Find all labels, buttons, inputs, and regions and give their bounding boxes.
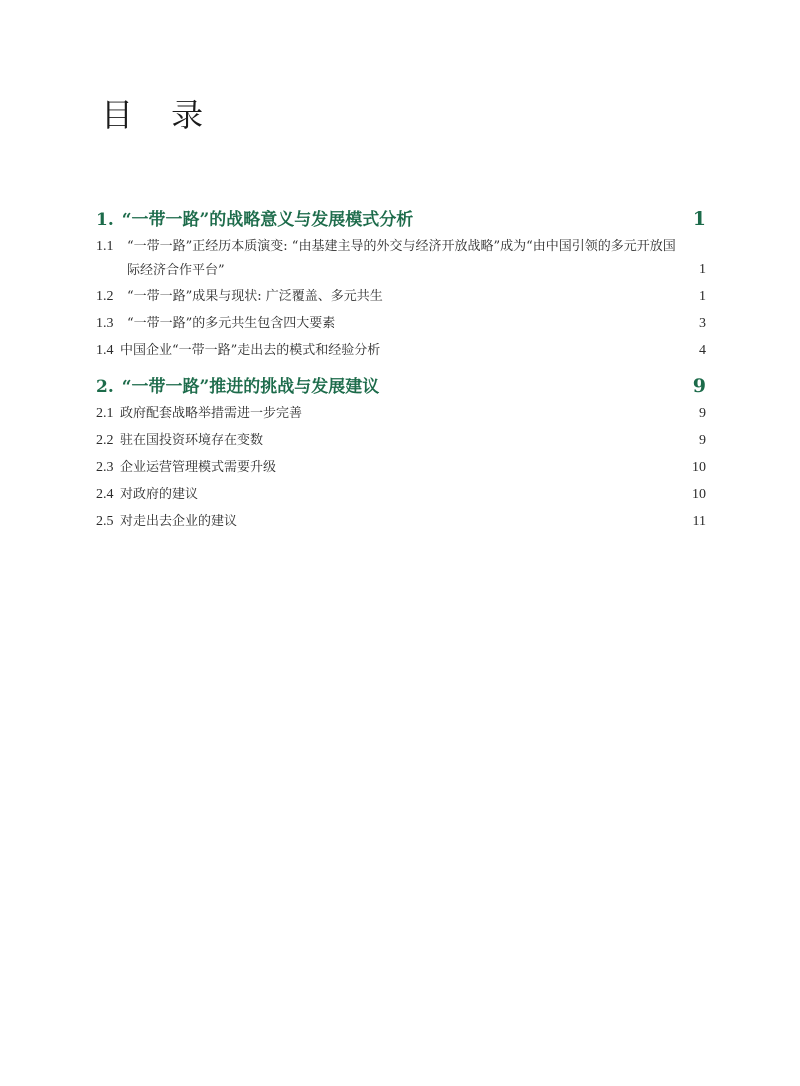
toc-section-2[interactable] [96, 372, 706, 400]
toc-item-2-1[interactable] [96, 400, 706, 427]
toc-item-1-2[interactable] [96, 283, 706, 310]
toc-item-2-5[interactable] [96, 508, 706, 535]
toc-item-number: 1.4 [96, 343, 114, 358]
toc-page-number: 9 [692, 375, 706, 397]
toc-item-label: 驻在国投资环境存在变数 [120, 433, 264, 448]
toc-item-number: 1.1 [96, 239, 114, 254]
toc-item-1-4[interactable] [96, 337, 706, 364]
toc-item-label: “一带一路”的多元共生包含四大要素 [127, 316, 336, 331]
toc-section-title [96, 373, 379, 401]
toc-section-title [96, 206, 413, 234]
toc-item-number: 1.2 [96, 289, 114, 304]
toc-item-number: 2.4 [96, 487, 114, 502]
toc-item-number: 2.5 [96, 514, 114, 529]
toc-item-2-3[interactable] [96, 454, 706, 481]
toc-section-label: “一带一路”推进的挑战与发展建议 [121, 377, 380, 397]
toc-item-label: 对走出去企业的建议 [120, 514, 238, 529]
toc-page-number: 11 [692, 514, 706, 529]
toc-item-number: 2.2 [96, 433, 114, 448]
toc-item-label: “一带一路”正经历本质演变: “由基建主导的外交与经济开放战略”成为“由中国引领的多元开放国际经济合作平台” [127, 239, 676, 278]
toc-page-number: 9 [699, 406, 706, 421]
toc-section-number: 1. [96, 210, 114, 230]
toc-page-number: 4 [699, 343, 706, 358]
toc-section-1[interactable] [96, 205, 706, 233]
toc-item-number: 2.3 [96, 460, 114, 475]
toc-item-1-3[interactable] [96, 310, 706, 337]
toc-item-label: 企业运营管理模式需要升级 [120, 460, 277, 475]
toc-page-number: 9 [699, 433, 706, 448]
toc-page-number: 1 [699, 289, 706, 304]
toc-item-2-2[interactable] [96, 427, 706, 454]
toc-item-label: 中国企业“一带一路”走出去的模式和经验分析 [120, 343, 381, 358]
toc-item-label: 政府配套战略举措需进一步完善 [120, 406, 303, 421]
toc-page-number: 3 [699, 316, 706, 331]
toc-item-number: 2.1 [96, 406, 114, 421]
toc-page-number: 10 [692, 487, 706, 502]
toc-page-number: 1 [692, 208, 706, 230]
toc-item-number: 1.3 [96, 316, 114, 331]
toc-item-1-1[interactable] [96, 233, 706, 283]
toc-page-number: 10 [692, 460, 706, 475]
toc-item-label: 对政府的建议 [120, 487, 199, 502]
table-of-contents [96, 205, 706, 535]
page-title: 目 录 [101, 96, 218, 134]
toc-item-2-4[interactable] [96, 481, 706, 508]
toc-section-number: 2. [96, 377, 114, 397]
toc-item-label: “一带一路”成果与现状: 广泛覆盖、多元共生 [127, 289, 383, 304]
toc-section-label: “一带一路”的战略意义与发展模式分析 [121, 210, 414, 230]
toc-page-number: 1 [699, 262, 706, 277]
